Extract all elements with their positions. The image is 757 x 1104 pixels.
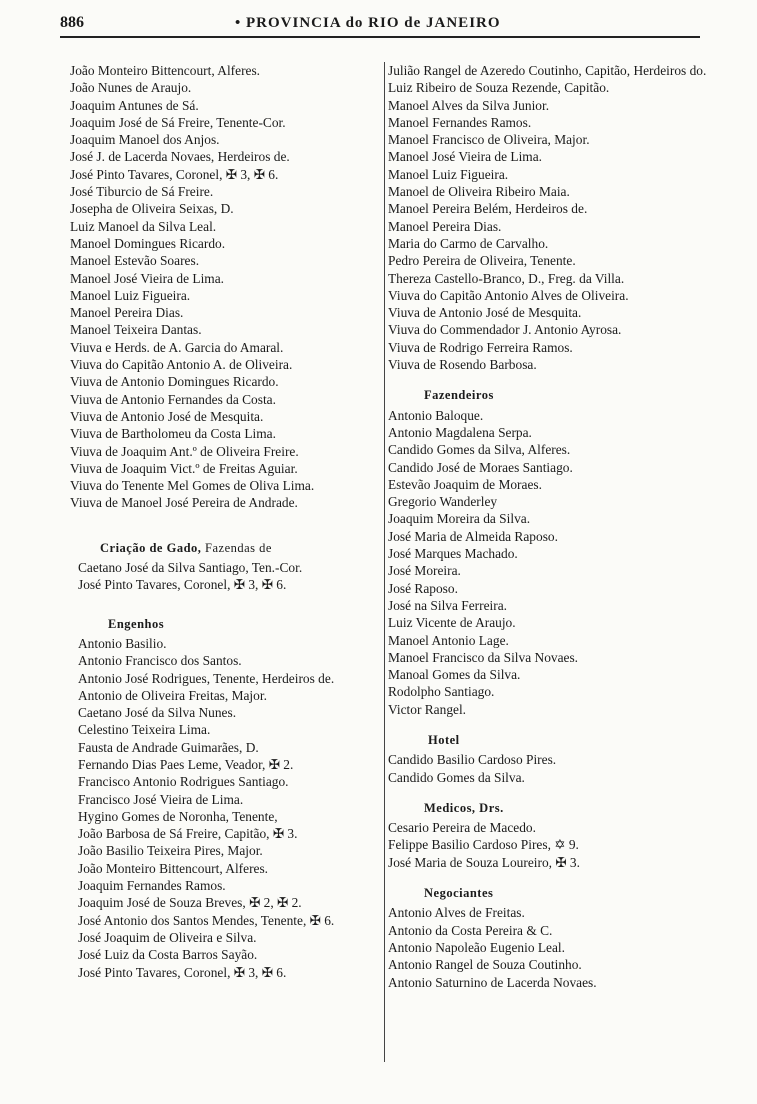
list-entry: Manoel Luiz Figueira. <box>388 166 509 182</box>
list-entry: José Pinto Tavares, Coronel, ✠ 3, ✠ 6. <box>78 964 287 980</box>
list-entry: Joaquim José de Sá Freire, Tenente-Cor. <box>70 114 286 130</box>
list-entry: José Raposo. <box>388 580 458 596</box>
list-entry: Antonio Alves de Freitas. <box>388 905 525 921</box>
list-entry: Candido Gomes da Silva, Alferes. <box>388 442 571 458</box>
list-entry: Manoel de Oliveira Ribeiro Maia. <box>388 184 570 200</box>
list-entry: Gregorio Wanderley <box>388 494 498 510</box>
list-entry: Viuva do Commendador J. Antonio Ayrosa. <box>388 322 622 338</box>
list-entry: José Marques Machado. <box>388 546 518 562</box>
list-entry: Candido José de Moraes Santiago. <box>388 459 573 475</box>
list-entry: Fausta de Andrade Guimarães, D. <box>78 739 259 755</box>
list-entry: Antonio Basilio. <box>78 635 167 651</box>
list-entry: Maria do Carmo de Carvalho. <box>388 235 549 251</box>
list-entry: Manoel Francisco de Oliveira, Major. <box>388 132 590 148</box>
list-entry: Manoel Teixeira Dantas. <box>70 322 202 338</box>
list-entry: Manoel Francisco da Silva Novaes. <box>388 649 579 665</box>
list-entry: José na Silva Ferreira. <box>388 597 507 613</box>
list-entry: Manoel Pereira Dias. <box>388 218 502 234</box>
list-entry: Felippe Basilio Cardoso Pires, ✡ 9. <box>388 837 579 853</box>
section-heading-negociantes: Negociantes <box>424 886 494 901</box>
list-entry: Francisco José Vieira de Lima. <box>78 791 244 807</box>
list-entry: Hygino Gomes de Noronha, Tenente, <box>78 808 278 824</box>
section-heading-hotel: Hotel <box>428 732 460 747</box>
engenhos-list <box>70 635 382 981</box>
list-entry: Francisco Antonio Rodrigues Santiago. <box>78 774 289 790</box>
list-entry: Manoel José Vieira de Lima. <box>388 149 543 165</box>
list-entry: Victor Rangel. <box>388 701 467 717</box>
list-entry: Viuva de Antonio José de Mesquita. <box>388 305 582 321</box>
list-entry: Julião Rangel de Azeredo Coutinho, Capitão, Herdeiros do. <box>388 63 707 78</box>
list-entry: Caetano José da Silva Santiago, Ten.-Cor. <box>78 560 303 576</box>
list-entry: Viuva e Herds. de A. Garcia do Amaral. <box>70 339 284 355</box>
list-entry: Manoel Pereira Belém, Herdeiros de. <box>388 201 588 217</box>
list-entry: José Moreira. <box>388 563 461 579</box>
list-entry: Fernando Dias Paes Leme, Veador, ✠ 2. <box>78 756 294 772</box>
list-entry: José Tiburcio de Sá Freire. <box>70 184 214 200</box>
list-entry: Manoel Fernandes Ramos. <box>388 114 532 130</box>
list-entry: Manoel Domingues Ricardo. <box>70 235 226 251</box>
section-heading-fazendeiros: Fazendeiros <box>424 388 494 403</box>
page-header <box>60 10 700 38</box>
list-entry: Antonio Magdalena Serpa. <box>388 424 532 440</box>
list-entry: Manoel Estevão Soares. <box>70 253 200 269</box>
section-heading-engenhos: Engenhos <box>108 616 165 631</box>
list-entry: Luiz Manoel da Silva Leal. <box>70 218 217 234</box>
list-entry: José Joaquim de Oliveira e Silva. <box>78 929 257 945</box>
criacao-heading: Criação de Gado, <box>100 540 202 555</box>
list-entry: Viuva de Rosendo Barbosa. <box>388 357 537 373</box>
list-entry: Cesario Pereira de Macedo. <box>388 820 536 836</box>
list-entry: Viuva de Joaquim Vict.º de Freitas Aguiar. <box>70 460 298 476</box>
list-entry: Thereza Castello-Branco, D., Freg. da Villa. <box>388 270 625 286</box>
list-entry: Viuva do Tenente Mel Gomes de Oliva Lima. <box>70 478 315 494</box>
page-number: 886 <box>60 14 84 31</box>
list-entry: José Pinto Tavares, Coronel, ✠ 3, ✠ 6. <box>78 577 287 593</box>
right-column <box>388 62 710 991</box>
list-entry: José Pinto Tavares, Coronel, ✠ 3, ✠ 6. <box>70 166 279 182</box>
list-entry: Celestino Teixeira Lima. <box>78 722 211 738</box>
list-entry: Manoel Pereira Dias. <box>70 305 184 321</box>
list-entry: Manoel Antonio Lage. <box>388 632 509 648</box>
list-entry: Antonio Saturnino de Lacerda Novaes. <box>388 974 597 990</box>
list-entry: Joaquim Manoel dos Anjos. <box>70 132 220 148</box>
list-entry: Viuva de Antonio Domingues Ricardo. <box>70 374 279 390</box>
criacao-list <box>70 559 382 594</box>
list-entry: José Maria de Souza Loureiro, ✠ 3. <box>388 854 580 870</box>
list-entry: Manoal Gomes da Silva. <box>388 667 521 683</box>
criacao-heading-note: Fazendas de <box>205 540 272 555</box>
list-entry: Antonio José Rodrigues, Tenente, Herdeiros de. <box>78 670 335 686</box>
list-entry: Caetano José da Silva Nunes. <box>78 705 237 721</box>
list-entry: Antonio de Oliveira Freitas, Major. <box>78 687 267 703</box>
list-entry: Luiz Vicente de Araujo. <box>388 615 516 631</box>
list-entry: Manoel Luiz Figueira. <box>70 287 191 303</box>
left-column <box>70 62 382 981</box>
list-entry: Viuva de Joaquim Ant.º de Oliveira Freire. <box>70 443 299 459</box>
list-entry: Joaquim Antunes de Sá. <box>70 97 199 113</box>
list-entry: Antonio da Costa Pereira & C. <box>388 922 553 938</box>
list-entry: Viuva de Rodrigo Ferreira Ramos. <box>388 339 573 355</box>
list-entry: Antonio Francisco dos Santos. <box>78 653 242 669</box>
list-entry: Antonio Baloque. <box>388 407 484 423</box>
column-divider <box>384 62 385 1062</box>
section-heading-medicos: Medicos, Drs. <box>424 800 504 815</box>
list-entry: João Monteiro Bittencourt, Alferes. <box>78 860 269 876</box>
list-entry: Viuva de Antonio José de Mesquita. <box>70 408 264 424</box>
right-top-list <box>388 62 710 373</box>
left-top-list <box>70 62 382 512</box>
list-entry: Pedro Pereira de Oliveira, Tenente. <box>388 253 576 269</box>
list-entry: Candido Basilio Cardoso Pires. <box>388 752 557 768</box>
list-entry: Rodolpho Santiago. <box>388 684 495 700</box>
list-entry: Estevão Joaquim de Moraes. <box>388 476 542 492</box>
list-entry: Josepha de Oliveira Seixas, D. <box>70 201 234 217</box>
list-entry: Manoel José Vieira de Lima. <box>70 270 225 286</box>
list-entry: Antonio Napoleão Eugenio Leal. <box>388 939 566 955</box>
list-entry: Viuva do Capitão Antonio A. de Oliveira. <box>70 357 293 373</box>
fazendeiros-list <box>388 407 710 718</box>
hotel-list <box>388 751 710 786</box>
list-entry: Viuva do Capitão Antonio Alves de Oliveira. <box>388 287 629 303</box>
list-entry: José Antonio dos Santos Mendes, Tenente, ✠ 6. <box>78 912 335 928</box>
list-entry: Viuva de Manoel José Pereira de Andrade. <box>70 495 298 511</box>
section-heading-criacao <box>70 540 382 557</box>
list-entry: Candido Gomes da Silva. <box>388 769 525 785</box>
list-entry: João Monteiro Bittencourt, Alferes. <box>70 63 261 78</box>
list-entry: Joaquim José de Souza Breves, ✠ 2, ✠ 2. <box>78 895 302 911</box>
list-entry: Viuva de Bartholomeu da Costa Lima. <box>70 426 276 442</box>
list-entry: Viuva de Antonio Fernandes da Costa. <box>70 391 276 407</box>
page-title: • PROVINCIA do RIO de JANEIRO <box>235 15 501 31</box>
list-entry: Joaquim Moreira da Silva. <box>388 511 531 527</box>
list-entry: João Basilio Teixeira Pires, Major. <box>78 843 263 859</box>
negociantes-list <box>388 904 710 990</box>
list-entry: Antonio Rangel de Souza Coutinho. <box>388 957 582 973</box>
list-entry: Joaquim Fernandes Ramos. <box>78 878 226 894</box>
list-entry: José J. de Lacerda Novaes, Herdeiros de. <box>70 149 290 165</box>
list-entry: José Luiz da Costa Barros Sayão. <box>78 947 258 963</box>
medicos-list <box>388 819 710 871</box>
list-entry: Luiz Ribeiro de Souza Rezende, Capitão. <box>388 80 610 96</box>
list-entry: João Barbosa de Sá Freire, Capitão, ✠ 3. <box>78 826 298 842</box>
list-entry: João Nunes de Araujo. <box>70 80 192 96</box>
list-entry: José Maria de Almeida Raposo. <box>388 528 558 544</box>
list-entry: Manoel Alves da Silva Junior. <box>388 97 550 113</box>
